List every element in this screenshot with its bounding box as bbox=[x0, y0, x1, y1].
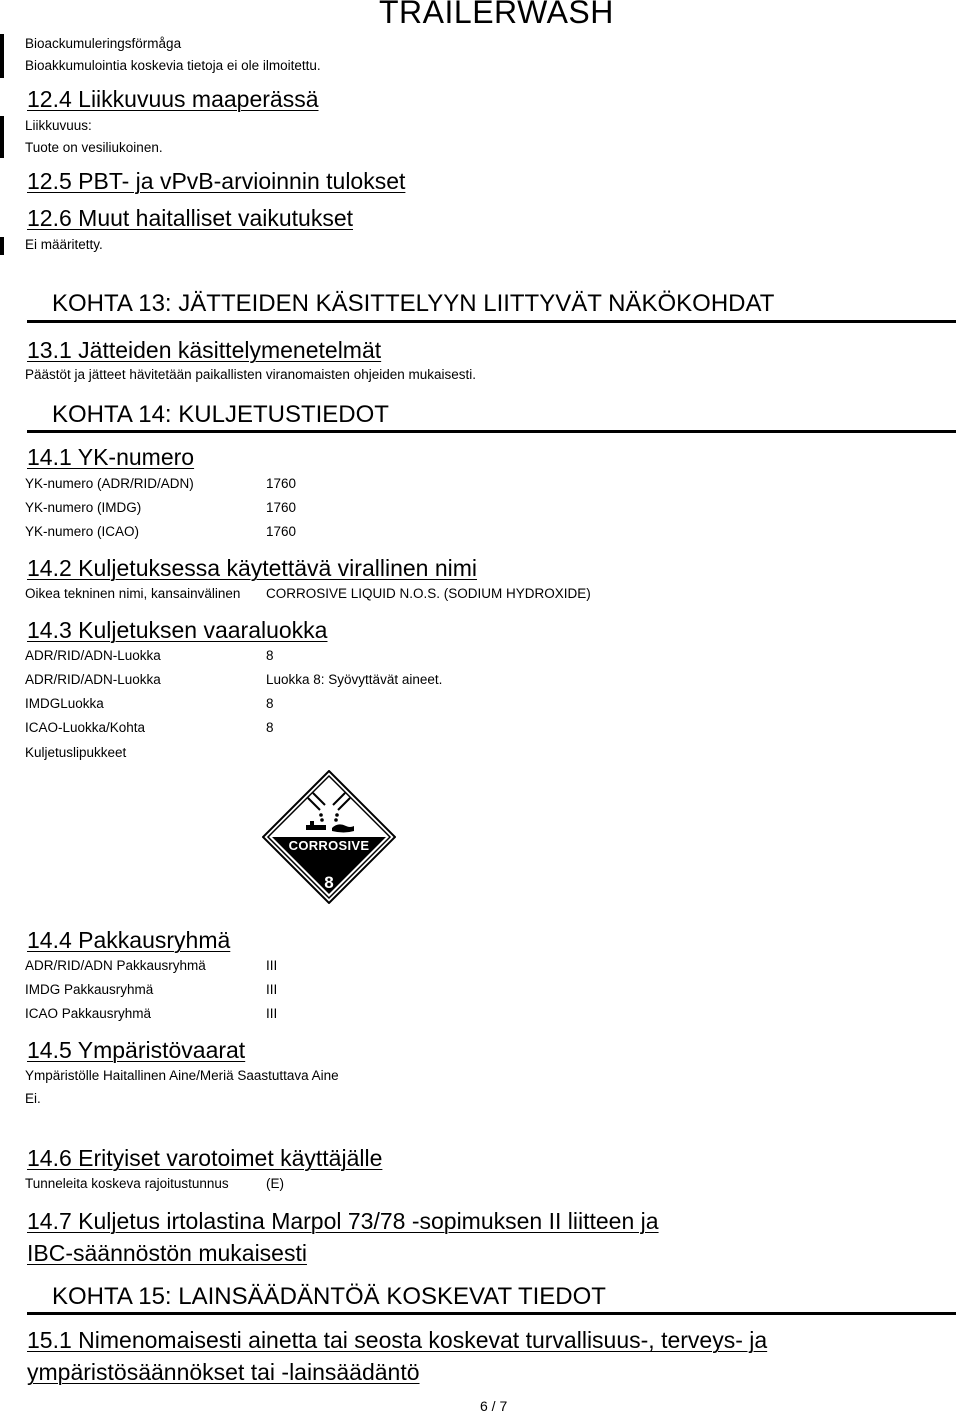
un-number-label: YK-numero (IMDG) bbox=[25, 500, 142, 515]
page-number: 6 / 7 bbox=[480, 1398, 508, 1414]
corrosive-placard-icon bbox=[262, 770, 396, 904]
subsection-heading-14-3: 14.3 Kuljetuksen vaaraluokka bbox=[27, 617, 328, 643]
transport-labels-title: Kuljetuslipukkeet bbox=[25, 745, 127, 760]
tunnel-code-label: Tunneleita koskeva rajoitustunnus bbox=[25, 1176, 229, 1191]
un-number-label: YK-numero (ADR/RID/ADN) bbox=[25, 476, 194, 491]
packing-group-label: IMDG Pakkausryhmä bbox=[25, 982, 154, 997]
document-brand: TRAILERWASH bbox=[379, 0, 614, 30]
subsection-heading-15-1-cont: ympäristösäännökset tai -lainsäädäntö bbox=[27, 1359, 420, 1385]
subsection-heading-14-2: 14.2 Kuljetuksessa käytettävä virallinen nimi bbox=[27, 555, 478, 581]
un-number-value: 1760 bbox=[266, 476, 297, 491]
placard-class-number: 8 bbox=[324, 873, 334, 892]
mobility-text: Tuote on vesiliukoinen. bbox=[25, 140, 163, 155]
subsection-heading-14-5: 14.5 Ympäristövaarat bbox=[27, 1037, 246, 1063]
revision-bar bbox=[0, 237, 4, 255]
mobility-label: Liikkuvuus: bbox=[25, 118, 92, 133]
section-title-14: KOHTA 14: KULJETUSTIEDOT bbox=[52, 401, 389, 428]
section-title-15: KOHTA 15: LAINSÄÄDÄNTÖÄ KOSKEVAT TIEDOT bbox=[52, 1283, 606, 1310]
subsection-heading-12-5: 12.5 PBT- ja vPvB-arvioinnin tulokset bbox=[27, 168, 406, 194]
subsection-heading-14-1: 14.1 YK-numero bbox=[27, 444, 195, 470]
subsection-heading-12-6: 12.6 Muut haitalliset vaikutukset bbox=[27, 205, 354, 231]
subsection-heading-12-4: 12.4 Liikkuvuus maaperässä bbox=[27, 86, 319, 112]
subsection-heading-14-4: 14.4 Pakkausryhmä bbox=[27, 927, 231, 953]
un-number-value: 1760 bbox=[266, 524, 297, 539]
hazard-class-label: ADR/RID/ADN-Luokka bbox=[25, 648, 161, 663]
subsection-heading-13-1: 13.1 Jätteiden käsittelymenetelmät bbox=[27, 337, 382, 363]
section-title-13: KOHTA 13: JÄTTEIDEN KÄSITTELYYN LIITTYVÄT NÄKÖKOHDAT bbox=[52, 290, 775, 317]
hazard-class-label: ICAO-Luokka/Kohta bbox=[25, 720, 146, 735]
section-divider bbox=[27, 1312, 956, 1315]
environmental-hazard-label: Ympäristölle Haitallinen Aine/Meriä Saastuttava Aine bbox=[25, 1068, 339, 1083]
subsection-heading-15-1: 15.1 Nimenomaisesti ainetta tai seosta koskevat turvallisuus-, terveys- ja bbox=[27, 1327, 768, 1353]
packing-group-value: III bbox=[266, 982, 278, 997]
section-divider bbox=[27, 430, 956, 433]
packing-group-value: III bbox=[266, 958, 278, 973]
hazard-class-value: Luokka 8: Syövyttävät aineet. bbox=[266, 672, 443, 687]
hazard-class-label: IMDGLuokka bbox=[25, 696, 104, 711]
subsection-heading-14-7: 14.7 Kuljetus irtolastina Marpol 73/78 -sopimuksen II liitteen ja bbox=[27, 1208, 659, 1234]
subsection-heading-14-7-cont: IBC-säännöstön mukaisesti bbox=[27, 1240, 307, 1266]
revision-bar bbox=[0, 116, 4, 158]
placard-text: CORROSIVE bbox=[288, 838, 370, 853]
section-divider bbox=[27, 320, 956, 323]
shipping-name-label: Oikea tekninen nimi, kansainvälinen bbox=[25, 586, 241, 601]
un-number-label: YK-numero (ICAO) bbox=[25, 524, 140, 539]
hazard-class-label: ADR/RID/ADN-Luokka bbox=[25, 672, 161, 687]
revision-bar bbox=[0, 34, 4, 78]
packing-group-label: ICAO Pakkausryhmä bbox=[25, 1006, 152, 1021]
shipping-name-value: CORROSIVE LIQUID N.O.S. (SODIUM HYDROXIDE) bbox=[266, 586, 591, 601]
hazard-class-value: 8 bbox=[266, 720, 274, 735]
packing-group-label: ADR/RID/ADN Pakkausryhmä bbox=[25, 958, 206, 973]
waste-disposal-text: Päästöt ja jätteet hävitetään paikallisten viranomaisten ohjeiden mukaisesti. bbox=[25, 367, 477, 382]
hazard-class-value: 8 bbox=[266, 648, 274, 663]
packing-group-value: III bbox=[266, 1006, 278, 1021]
environmental-hazard-value: Ei. bbox=[25, 1091, 41, 1106]
hazard-class-value: 8 bbox=[266, 696, 274, 711]
bioaccumulation-label: Bioackumuleringsförmåga bbox=[25, 36, 182, 51]
bioaccumulation-text: Bioakkumulointia koskevia tietoja ei ole ilmoitettu. bbox=[25, 58, 321, 73]
other-effects-text: Ei määritetty. bbox=[25, 237, 103, 252]
un-number-value: 1760 bbox=[266, 500, 297, 515]
tunnel-code-value: (E) bbox=[266, 1176, 284, 1191]
subsection-heading-14-6: 14.6 Erityiset varotoimet käyttäjälle bbox=[27, 1145, 383, 1171]
